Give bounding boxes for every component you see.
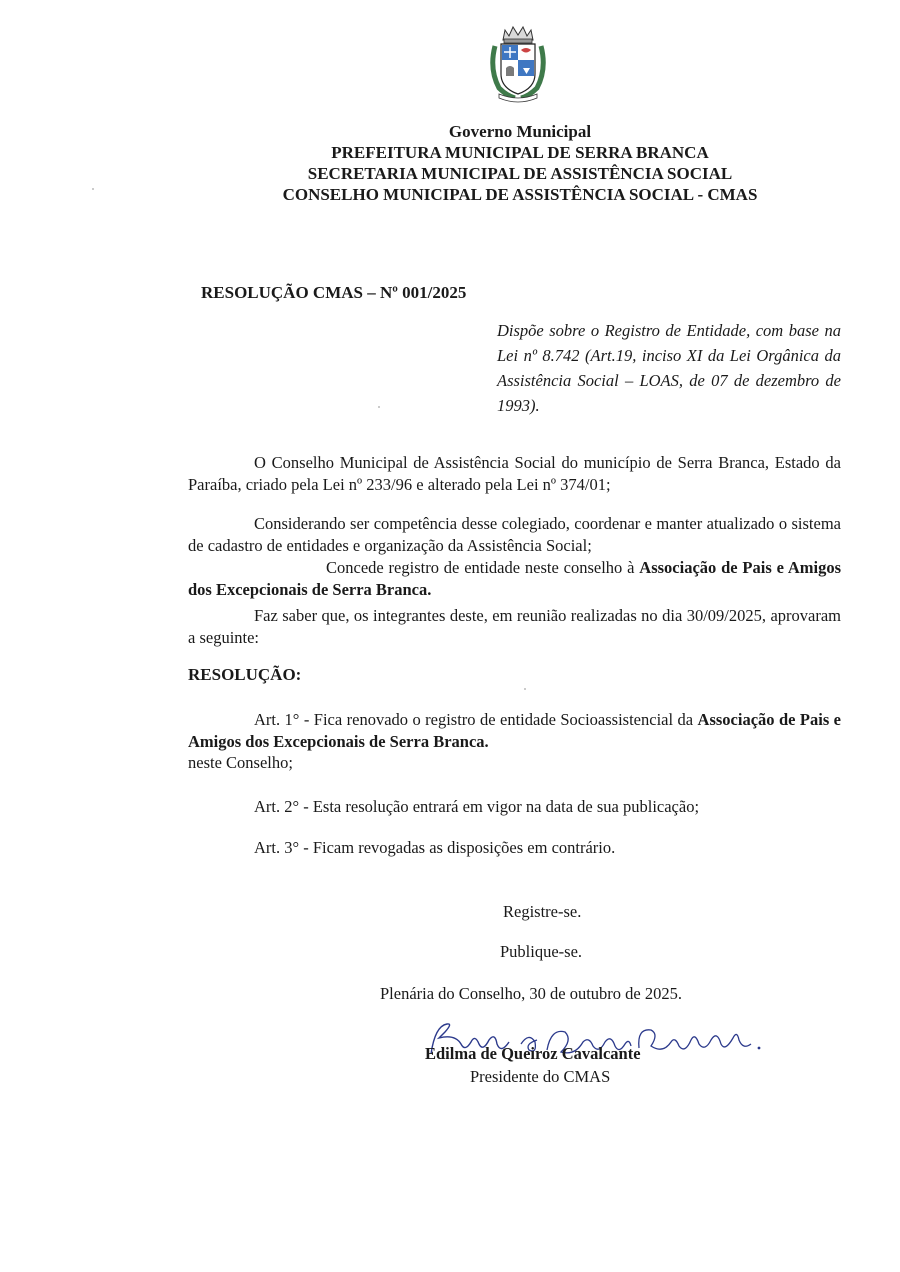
paragraph-concede: [188, 557, 841, 601]
ementa: Dispõe sobre o Registro de Entidade, com base na Lei nº 8.742 (Art.19, inciso XI da Lei Orgânica da Assistência Social – LOAS, de 07 de dezembro de 1993).: [497, 321, 841, 415]
scan-speck: [92, 188, 94, 190]
header-conselho: CONSELHO MUNICIPAL DE ASSISTÊNCIA SOCIAL - CMAS: [282, 185, 758, 204]
document-header: [0, 121, 900, 205]
municipal-coat-of-arms-icon: [487, 24, 549, 106]
article-3: Art. 3° - Ficam revogadas as disposições em contrário.: [254, 838, 616, 857]
article-2: Art. 2° - Esta resolução entrará em vigor na data de sua publicação;: [254, 797, 700, 816]
resolution-title: RESOLUÇÃO CMAS – Nº 001/2025: [201, 283, 467, 302]
scan-speck: [524, 688, 526, 690]
scan-speck: [378, 406, 380, 408]
place-and-date: Plenária do Conselho, 30 de outubro de 2025.: [380, 984, 682, 1003]
header-prefeitura: PREFEITURA MUNICIPAL DE SERRA BRANCA: [331, 143, 709, 162]
signatory-role: Presidente do CMAS: [470, 1067, 611, 1086]
article-1-text: Art. 1° - Fica renovado o registro de entidade Socioassistencial da: [254, 710, 698, 729]
paragraph-council: O Conselho Municipal de Assistência Social do município de Serra Branca, Estado da Paraíba, criado pela Lei nº 233/96 e alterado pela Lei nº 374/01;: [188, 453, 841, 494]
header-government: Governo Municipal: [448, 122, 592, 141]
article-1-suffix: neste Conselho;: [188, 753, 293, 772]
signatory-name: Edilma de Queiroz Cavalcante: [425, 1044, 641, 1063]
registre-se: Registre-se.: [503, 902, 582, 921]
resolucao-label: RESOLUÇÃO:: [188, 665, 302, 684]
article-1-entity: Associação de Pais e Amigos dos Excepcionais de Serra Branca.: [188, 710, 841, 751]
concede-text: Concede registro de entidade neste conselho à: [326, 558, 640, 577]
publique-se: Publique-se.: [500, 942, 583, 961]
entity-name: Associação de Pais e Amigos dos Excepcionais de Serra Branca.: [188, 558, 842, 599]
paragraph-considerando: Considerando ser competência desse colegiado, coordenar e manter atualizado o sistema de cadastro de entidades e organização da Assistência Social;: [188, 514, 841, 555]
header-secretaria: SECRETARIA MUNICIPAL DE ASSISTÊNCIA SOCIAL: [307, 164, 733, 183]
paragraph-faz-saber: Faz saber que, os integrantes deste, em reunião realizadas no dia 30/09/2025, aprovaram a seguinte:: [188, 606, 841, 647]
article-1: [188, 709, 841, 753]
